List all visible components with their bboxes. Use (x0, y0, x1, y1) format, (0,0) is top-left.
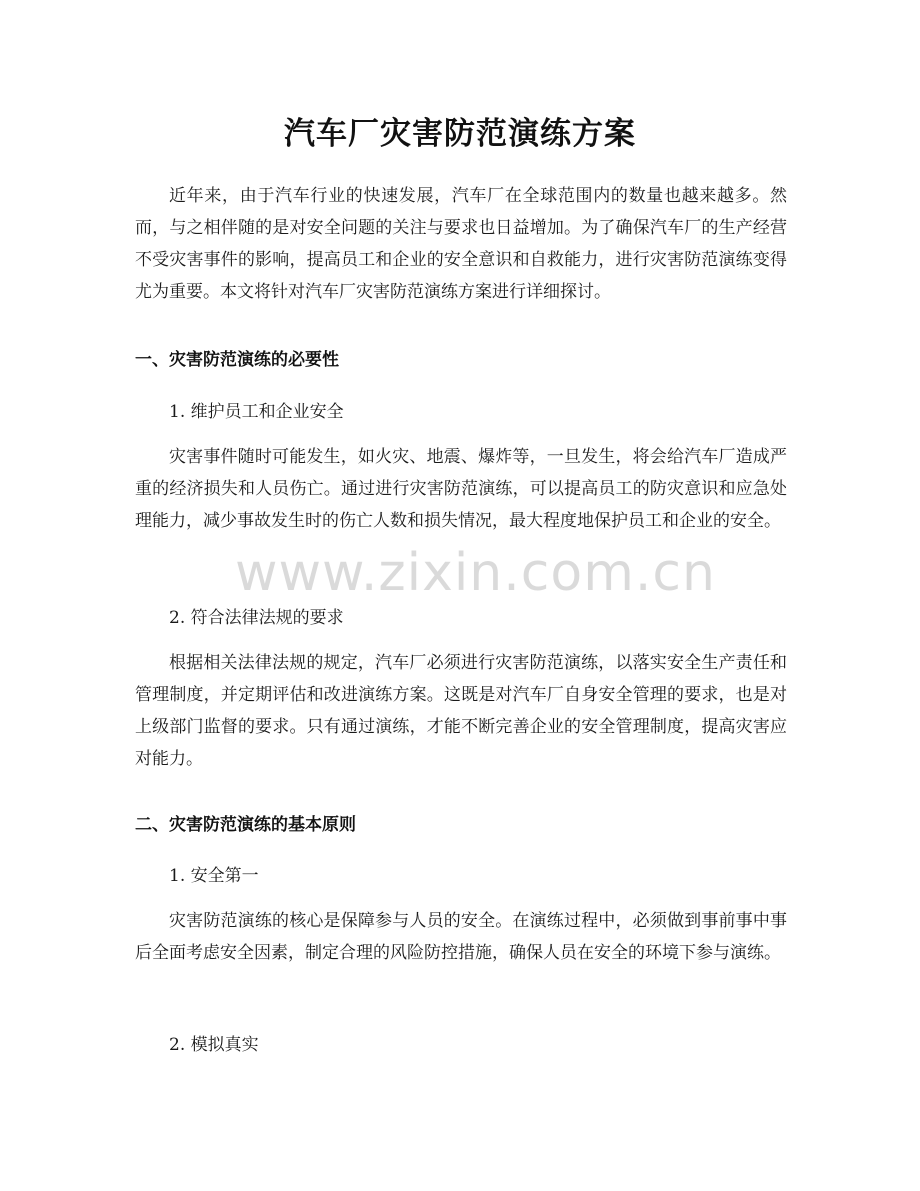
subsection-paragraph-1-1: 灾害事件随时可能发生，如火灾、地震、爆炸等，一旦发生，将会给汽车厂造成严重的经济损失和人员伤亡。通过进行灾害防范演练，可以提高员工的防灾意识和应急处理能力，减少事故发生时的伤亡人数和损失情况，最大程度地保护员工和企业的安全。 (135, 447, 787, 531)
subsection-paragraph-2-1: 灾害防范演练的核心是保障参与人员的安全。在演练过程中，必须做到事前事中事后全面考虑安全因素，制定合理的风险防控措施，确保人员在安全的环境下参与演练。 (135, 911, 787, 963)
subsection-label-2-1: 1. 安全第一 (169, 866, 259, 886)
subsection-paragraph-1-2: 根据相关法律法规的规定，汽车厂必须进行灾害防范演练，以落实安全生产责任和管理制度，并定期评估和改进演练方案。这既是对汽车厂自身安全管理的要求，也是对上级部门监督的要求。只有通过演练，才能不断完善企业的安全管理制度，提高灾害应对能力。 (135, 653, 787, 769)
section-heading-1: 一、灾害防范演练的必要性 (135, 350, 339, 370)
document-title: 汽车厂灾害防范演练方案 (284, 116, 636, 152)
subsection-label-1-1: 1. 维护员工和企业安全 (169, 402, 344, 422)
subsection-label-1-2: 2. 符合法律法规的要求 (169, 608, 344, 628)
intro-paragraph: 近年来，由于汽车行业的快速发展，汽车厂在全球范围内的数量也越来越多。然而，与之相伴随的是对安全问题的关注与要求也日益增加。为了确保汽车厂的生产经营不受灾害事件的影响，提高员工和企业的安全意识和自救能力，进行灾害防范演练变得尤为重要。本文将针对汽车厂灾害防范演练方案进行详细探讨。 (135, 186, 787, 302)
section-heading-2: 二、灾害防范演练的基本原则 (135, 815, 356, 835)
subsection-label-2-2: 2. 模拟真实 (169, 1035, 259, 1055)
watermark-text: www.zixin.com.cn (235, 543, 716, 603)
